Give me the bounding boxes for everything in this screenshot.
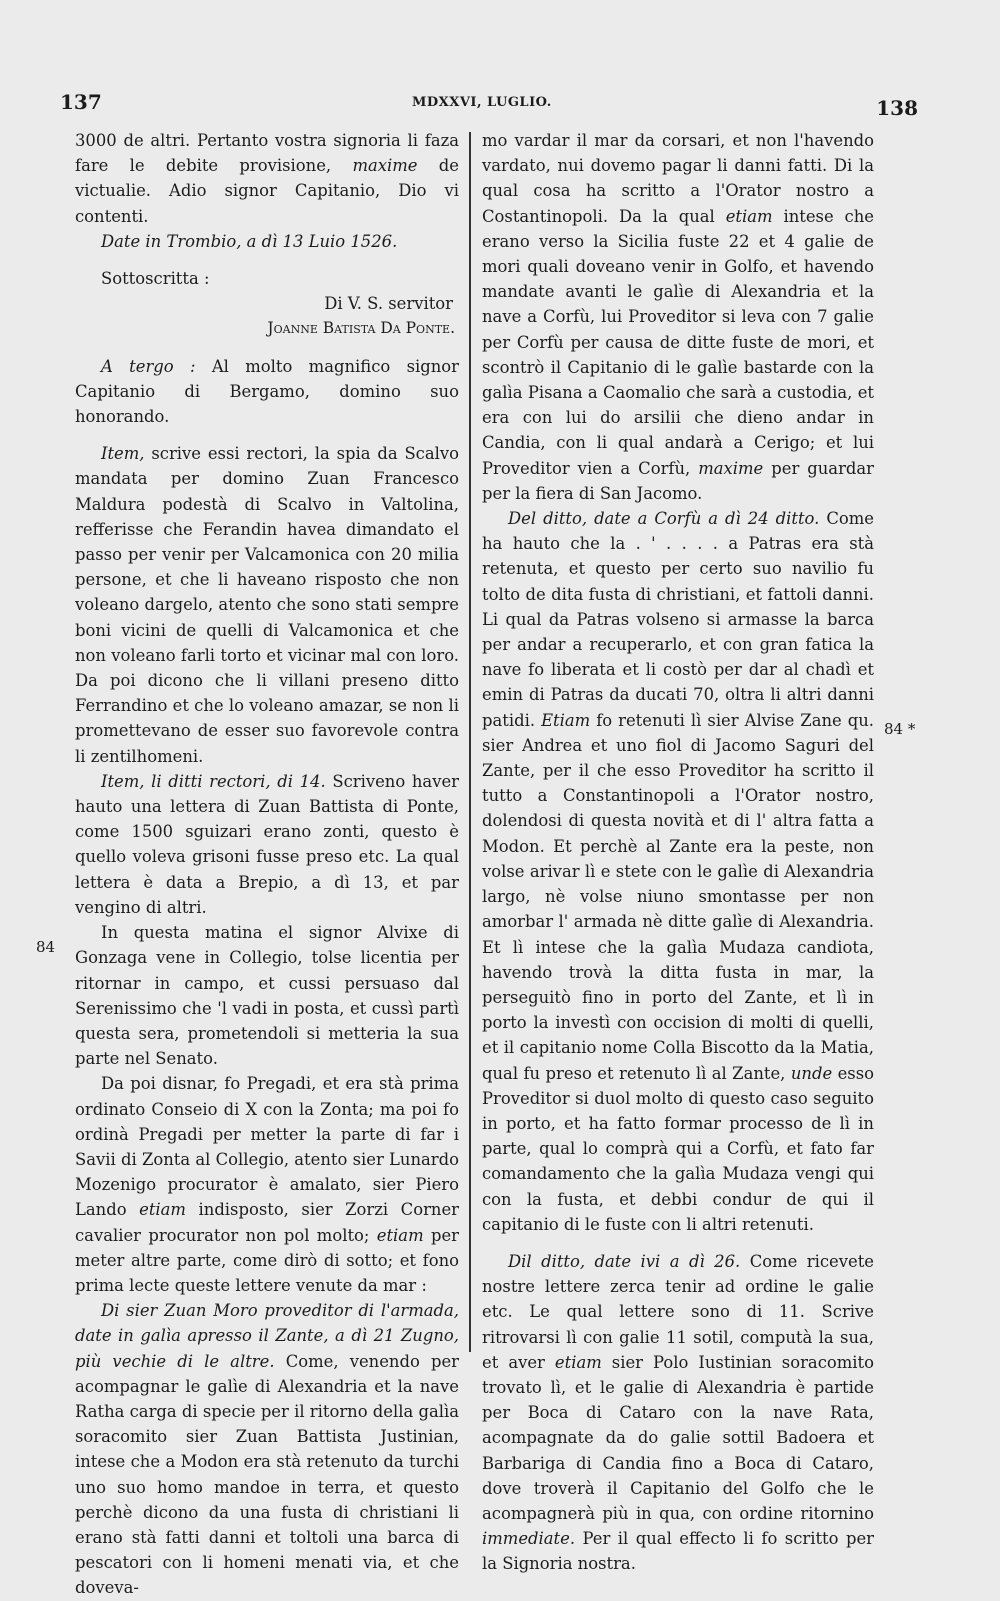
paragraph: Dil ditto, date ivi a dì 26. Come ricevete nostre lettere zerca tenir ad ordine le galie etc. Le qual lettere sono di 11. Scrive ritrovarsi lì con galie 11 sotil, computà la sua, et aver etiam sier Polo Iustinian soracomito trovato lì, et le galie di Alexandria è partide per Boca di Cataro con la nave Rata, acompagnate da do galie sottil Badoera et Barbariga di Candia fino a Boca di Cataro, dove troverà il Capitanio del Golfo che le acompagnerà più in qua, con ordine ritornino immediate. Per il qual effecto li fo scritto per la Signoria nostra. [482, 1251, 874, 1574]
sottoscritta-label: Sottoscritta : [101, 269, 210, 289]
paragraph: mo vardar il mar da corsari, et non l'havendo vardato, nui dovemo pagar li danni fatti. Di la qual cosa ha scritto a l'Orator nostro a Costantinopoli. Da la qual etiam intese che erano verso la Sicilia fuste 22 et 4 galie de mori quali doveano venir in Golfo, et havendo mandate avanti le galìe di Alexandria et la nave a Corfù, lui Proveditor si leva con 7 galie per Corfù per causa de ditte fuste de mori, et scontrò il Capitanio di le galìe bastarde con la galìa Pisana a Caomalio che sarà a custodia, et era con lui do arsilii che dieno andar in Candia, con li qual andarà a Cerigo; et lui Proveditor vien a Corfù, maxime per guardar per la fiera di San Jacomo. [482, 131, 875, 503]
margin-number-left: 84 [36, 938, 56, 956]
left-column [75, 128, 459, 1601]
running-title: MDXXVI, LUGLIO. [412, 95, 552, 110]
paragraph: A tergo : Al molto magnifico signor Capitanio di Bergamo, domino suo honorando. [75, 356, 459, 427]
paragraph: Di sier Zuan Moro proveditor di l'armada, date in galìa apresso il Zante, a dì 21 Zugno, più vechie di le altre. Come, venendo per acompagnar le galìe di Alexandria et la nave Ratha carga di specie per il ritorno della galìa soracomito sier Zuan Battista Justinian, intese che a Modon era stà retenuto da turchi uno suo homo mandoe in terra, et questo perchè dicono da una fusta di christiani li erano stà fatti danni et toltoli una barca di pescatori con li homeni menati via, et che doveva- [75, 1301, 459, 1598]
paragraph: In questa matina el signor Alvixe di Gonzaga vene in Collegio, tolse licentia per ritornar in campo, et cussi persuaso dal Serenissimo che 'l vadi in posta, et cussì partì questa sera, prometendoli si metteria la sua parte nel Senato. [75, 923, 459, 1069]
paragraph: Item, scrive essi rectori, la spia da Scalvo mandata per domino Zuan Francesco Maldura podestà di Scalvo in Valtolina, refferisse che Ferandin havea dimandato el passo per venir per Valcamonica con 20 milia persone, et che li haveano risposto che non voleano dargelo, atento che sono stati sempre boni vicini de quelli di Valcamonica et che non voleano farli torto et vicinar mal con loro. Da poi dicono che li villani preseno ditto Ferrandino et che lo voleano amazar, se non li promettevano de esser suo favorevole contra li zentilhomeni. [75, 444, 459, 766]
date-line: Date in Trombio, a dì 13 Luio 1526. [101, 231, 398, 251]
paragraph: Del ditto, date a Corfù a dì 24 ditto. Come ha hauto che la . ' . . . . a Patras era stà retenuta, et questo per certo suo navilio fu tolto de dita fusta di christiani, et fattoli danni. Li qual da Patras volseno si armasse la barca per andar a recuperarlo, et con gran fatica la nave fo liberata et li costò per dar al chadì et emin di Patras da ducati 70, oltra li altri danni patidi. Etiam fo retenuti lì sier Alvise Zane qu. sier Andrea et uno fiol di Jacomo Saguri del Zante, per il che esso Proveditor ha scritto il tutto a Constantinopoli a l'Orator nostro, dolendosi di questa novità et di l' altra fatta a Modon. Et perchè al Zante era la peste, non volse arivar lì e stete con le galìe di Alexandria largo, nè volse niuno smontasse per non amorbar l' armada nè ditte galìe di Alexandria. Et lì intese che la galìa Mudaza candiota, havendo trovà la ditta fusta in mar, la perseguitò fino in porto del Zante, et lì in porto la investì con occision di molti di quelli, et il capitanio nome Colla Biscotto da la Matia, qual fu preso et retenuto lì al Zante, unde esso Proveditor si duol molto di questo caso seguito in porto, et ha fatto formar processo de lì in parte, qual lo comprà qui a Corfù, et fato far comandamento che la galìa Mudaza vengi qui con la fusta, et debbi condur de qui il capitanio di le fuste con li altri retenuti. [482, 509, 874, 1234]
margin-number-right: 84 * [884, 720, 916, 738]
signature: Joanne Batista Da Ponte. [267, 319, 455, 338]
page-number-right: 138 [876, 96, 918, 120]
page-number-left: 137 [60, 90, 102, 114]
column-divider [469, 132, 471, 1352]
right-column [482, 128, 874, 1577]
paragraph: Da poi disnar, fo Pregadi, et era stà prima ordinato Conseio di X con la Zonta; ma poi fo ordinà Pregadi per metter la parte di far i Savii di Zonta al Collegio, atento sier Lunardo Mozenigo procurator è amalato, sier Piero Lando etiam indisposto, sier Zorzi Corner cavalier procurator non pol molto; etiam per meter altre parte, come dirò di sotto; et fono prima lecte queste lettere venute da mar : [75, 1074, 459, 1295]
servitor-line: Di V. S. servitor [324, 294, 453, 314]
paragraph: Item, li ditti rectori, di 14. Scriveno haver hauto una lettera di Zuan Battista di Ponte, come 1500 sguizari erano zonti, questo è quello voleva grisoni fusse preso etc. La qual lettera è data a Brepio, a dì 13, et par vengino di altri. [75, 771, 459, 917]
paragraph: 3000 de altri. Pertanto vostra signoria li faza fare le debite provisione, maxime de victualie. Adio signor Capitanio, Dio vi contenti. [75, 131, 459, 226]
